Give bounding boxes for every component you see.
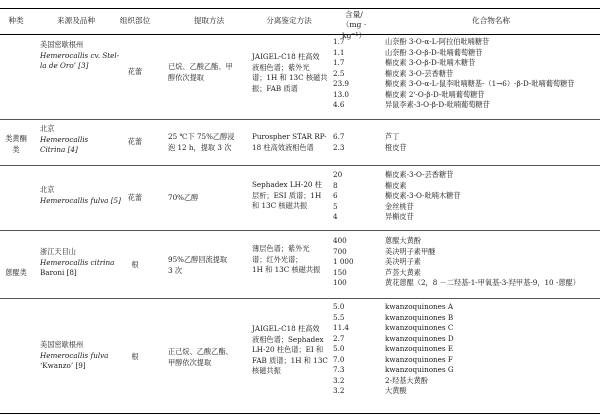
header-source: 来源及品种 [57,16,95,25]
separation-cell: JAIGEL-C18 柱高效 液相色谱；紫外光 谱；1H 和 13C 核磁共 振；FAB 质谱 [252,52,328,93]
amount-list: 6.7 2.3 [333,132,345,152]
source-cell: 浙江天目山 Hemerocallis citrina Baroni [8] [40,247,115,277]
amount-list: 1.7 1.1 1.7 2.5 23.9 13.0 4.6 [333,37,350,109]
row-rule-1 [0,119,600,120]
group-type-flavonoid: 类黄酮类 [5,134,27,154]
header-extraction: 提取方法 [193,16,225,25]
compound-list: kwanzoquinones A kwanzoquinones B kwanzoquinones C kwanzoquinones D kwanzoquinones E kwanzoquinones F kwanzoquinones G 2-羟基大黄酚 大黄酸 [385,302,454,395]
part-cell: 花蕾 [127,67,143,76]
header-separation: 分离鉴定方法 [266,16,312,25]
top-rule [0,8,600,9]
part-cell: 花蕾 [127,193,143,202]
amount-list: 400 700 1 000 150 100 [333,236,354,287]
extraction-cell: 95%乙醇回流提取 3 次 [168,255,228,275]
source-cell: 北京 Hemerocallis Citrina [4] [40,124,89,154]
extraction-cell: 25 ℃下 75%乙醇浸 泡 12 h，提取 3 次 [168,132,235,152]
header-amount-unit: （mg · kg⁻¹） [341,20,367,40]
row-rule-2 [0,165,600,166]
compound-list: 槲皮素-3-O-芸香糖苷 槲皮素 槲皮素-3-O-吡喃木糖苷 金丝桃苷 异槲皮苷 [385,170,461,221]
bottom-rule [0,413,600,414]
header-type: 种类 [8,16,24,25]
amount-list: 5.0 5.5 11.4 2.7 5.0 7.0 7.3 3.2 3.2 [333,302,350,395]
header-amount: 含量/ [345,10,363,19]
separation-cell: Purospher STAR RP- 18 柱高效液相色谱 [252,132,327,152]
extraction-cell: 70%乙醇 [168,193,199,202]
compound-list: 芦丁 橙皮苷 [385,132,407,152]
separation-cell: 薄层色谱；紫外光 谱；红外光谱； 1H 和 13C 核磁共振 [252,244,321,274]
separation-cell: JAIGEL-C18 柱高效 液相色谱；Sephadex LH-20 柱色谱；EI 和 FAB 质谱；1H 和 13C 核磁共振 [252,324,328,375]
compound-list: 蒽醌大黄酚 美决明子素甲醚 美决明子素 芦荟大黄素 黄花蒽醌（2，8 －二羟基-1-甲氧基-3-羟甲基-9，10 -蒽醌） [385,236,580,287]
compound-list: 山奈酚 3-O-α-L-阿拉伯吡喃糖苷 山奈酚 3-O-β-D-吡喃葡萄糖苷 槲皮素 3-O-β-D-吡喃木糖苷 槲皮素 3-O-芸香糖苷 槲皮素 3-O-α-L-鼠李吡喃糖基-（1→6）-β-D-吡喃葡萄糖苷 槲皮素 2'-O-β-D-吡喃葡萄糖苷 异鼠李素-3-O-β-D-吡喃葡萄糖苷 [385,37,575,109]
part-cell: 花蕾 [127,137,143,146]
row-rule-3 [0,298,600,299]
source-cell: 美国密歇根州 Hemerocallis fulva ‘Kwanzo’ [9] [40,340,109,370]
part-cell: 根 [131,352,139,361]
group-rule [0,230,600,231]
part-cell: 根 [131,260,139,269]
group-type-anthraquinone: 蒽醌类 [5,268,27,277]
separation-cell: Sephadex LH-20 柱 层析；ESI 质谱；1H 和 13C 核磁共振 [252,180,322,210]
source-cell: 北京 Hemerocallis fulva [5] [40,185,121,205]
extraction-cell: 已烷、乙酸乙酯、甲 醇依次提取 [168,62,233,82]
header-rule [0,34,600,35]
extraction-cell: 正己烷、乙酸乙酯、 甲醇依次提取 [168,347,233,367]
amount-list: 20 8 6 5 4 [333,170,343,221]
source-cell: 美国密歇根州 Hemerocallis cv. Stel- la de Oro’ [3] [40,40,120,70]
header-compound: 化合物名称 [472,16,510,25]
header-part: 组织部位 [119,16,151,25]
